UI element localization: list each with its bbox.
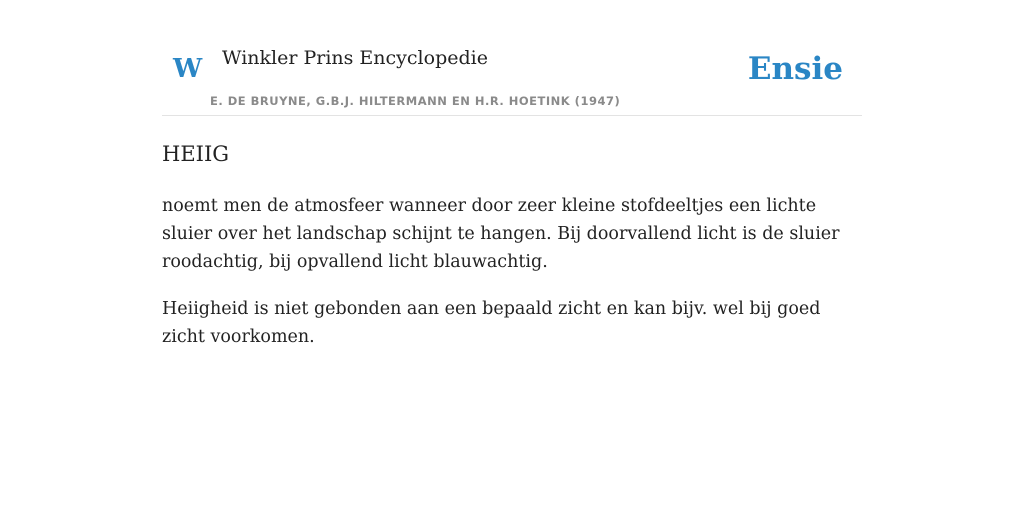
article-body	[162, 138, 862, 351]
encyclopedia-header	[162, 36, 862, 116]
encyclopedia-title-link[interactable]: Winkler Prins Encyclopedie	[222, 47, 488, 69]
ensie-brand-logo[interactable]: Ensie	[747, 51, 843, 87]
article-paragraph: noemt men de atmosfeer wanneer door zeer kleine stofdeeltjes een lichte sluier over het landschap schijnt te hangen. Bij doorvallend licht is de sluier roodachtig, bij opvallend licht blauwachtig.	[162, 196, 840, 272]
article-headword: HEIIG	[162, 142, 230, 166]
authors-line: E. DE BRUYNE, G.B.J. HILTERMANN EN H.R. HOETINK (1947)	[210, 94, 621, 108]
encyclopedia-logo[interactable]: W	[173, 54, 203, 84]
article-paragraph: Heiigheid is niet gebonden aan een bepaald zicht en kan bijv. wel bij goed zicht voorkomen.	[162, 299, 821, 347]
